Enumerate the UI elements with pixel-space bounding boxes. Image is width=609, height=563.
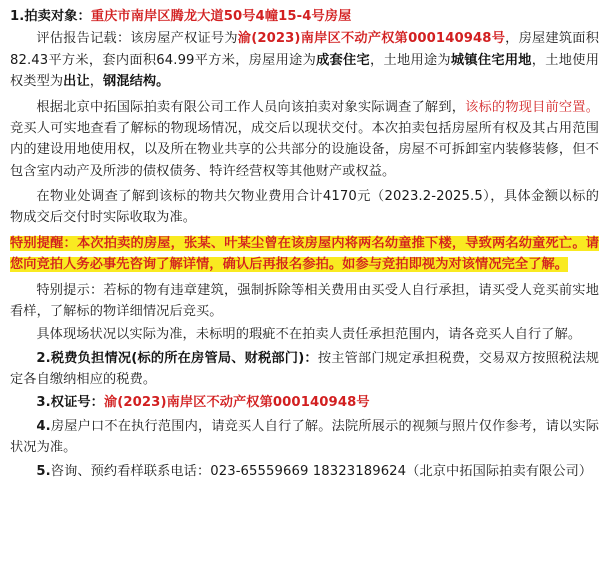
section-1-object-name: 重庆市南岸区腾龙大道50号4幢15-4号房屋 bbox=[90, 9, 352, 24]
section-3-paragraph bbox=[10, 186, 599, 229]
section-8-number: 3. bbox=[36, 395, 51, 411]
section-2-paragraph bbox=[10, 97, 599, 183]
section-1-part-4: ，房屋用途为 bbox=[235, 52, 317, 68]
section-1-structure: 钢混结构。 bbox=[103, 74, 170, 90]
section-5-text: 特别提示：若标的物有违章建筑，强制拆除等相关费用由买受人自行承担，请买受人竞买前实地看样，了解标的物详细情况后竞买。 bbox=[10, 282, 599, 319]
section-1-part-6: ，土地用途为 bbox=[370, 52, 451, 68]
section-1-title bbox=[10, 6, 599, 27]
section-10-text: 咨询、预约看样联系电话：023-65559669 18323189624（北京中拓国际拍卖有限公司） bbox=[50, 463, 593, 479]
section-9-text: 房屋户口不在执行范围内，请竞买人自行了解。法院所展示的视频与照片仅作参考，请以实际状况为准。 bbox=[10, 418, 599, 456]
section-1-part-10: ， bbox=[89, 74, 104, 90]
special-warning-paragraph bbox=[10, 233, 599, 276]
section-10-paragraph bbox=[10, 461, 599, 482]
special-warning-advice: 请您向竞拍人务必事先咨询了解详情，确认后再报名参拍。如参与竞拍即视为对该情况完全了解。 bbox=[10, 235, 600, 273]
section-2-part-2: 竞买人可实地查看了解标的物现场情况，成交后以现状交付。本次拍卖包括房屋所有权及其占用范围内的建设用地使用权，以及所在物业共享的公共部分的设施设备，房屋不可拆卸室内装修装修，但不包含室内动产及所涉的债权债务、特许经营权等其他财产或权益。 bbox=[10, 120, 599, 179]
section-7-text: 按主管部门规定承担税费，交易双方按照税法规定各自缴纳相应的税费。 bbox=[10, 350, 599, 387]
section-6-paragraph bbox=[10, 324, 599, 345]
section-1-land-usage: 城镇住宅用地 bbox=[450, 52, 532, 68]
section-1-body bbox=[10, 28, 599, 92]
section-1-part-3: 套内面积64.99平方米 bbox=[102, 52, 236, 68]
section-7-number: 2. bbox=[36, 350, 51, 366]
section-2-part-0: 根据北京中拓国际拍卖有限公司工作人员向该拍卖对象实际调查了解到， bbox=[36, 99, 466, 115]
section-1-part-2: ，房屋建筑面积82.43平方米， bbox=[10, 31, 599, 68]
section-5-paragraph bbox=[10, 280, 599, 323]
section-2-vacancy-note: 该标的物现目前空置。 bbox=[465, 99, 599, 115]
section-9-number: 4. bbox=[36, 418, 51, 434]
special-warning-incident: 本次拍卖的房屋，张某、叶某尘曾在该房屋内将两名幼童推下楼，导致两名幼童死亡。 bbox=[76, 235, 586, 251]
section-1-land-type: 出让 bbox=[63, 74, 90, 90]
section-8-cert-number: 渝(2023)南岸区不动产权第000140948号 bbox=[103, 395, 370, 411]
section-1-heading: 拍卖对象： bbox=[24, 9, 91, 24]
section-7-heading: 税费负担情况(标的所在房管局、财税部门)： bbox=[50, 350, 318, 366]
section-10-number: 5. bbox=[36, 463, 51, 479]
section-1-number: 1. bbox=[10, 9, 25, 24]
section-1-part-0: 该房屋产权证号为 bbox=[130, 31, 238, 47]
section-7-paragraph bbox=[10, 348, 599, 391]
special-warning-label: 特别提醒： bbox=[10, 235, 77, 251]
section-9-paragraph bbox=[10, 416, 599, 459]
section-8-paragraph bbox=[10, 392, 599, 413]
section-6-text: 具体现场状况以实际为准，未标明的瑕疵不在拍卖人责任承担范围内，请各竞买人自行了解。 bbox=[36, 327, 582, 343]
section-8-heading: 权证号： bbox=[50, 395, 104, 411]
section-1-leadin: 评估报告记载： bbox=[36, 31, 131, 47]
section-1-cert-number: 渝(2023)南岸区不动产权第000140948号 bbox=[237, 31, 506, 47]
section-1-usage: 成套住宅 bbox=[316, 52, 371, 68]
section-3-text: 在物业处调查了解到该标的物共欠物业费用合计4170元（2023.2-2025.5），具体金额以标的物成交后交付时实际收取为准。 bbox=[10, 189, 599, 226]
section-1-part-8: ，土地使用权类型为 bbox=[10, 52, 600, 90]
